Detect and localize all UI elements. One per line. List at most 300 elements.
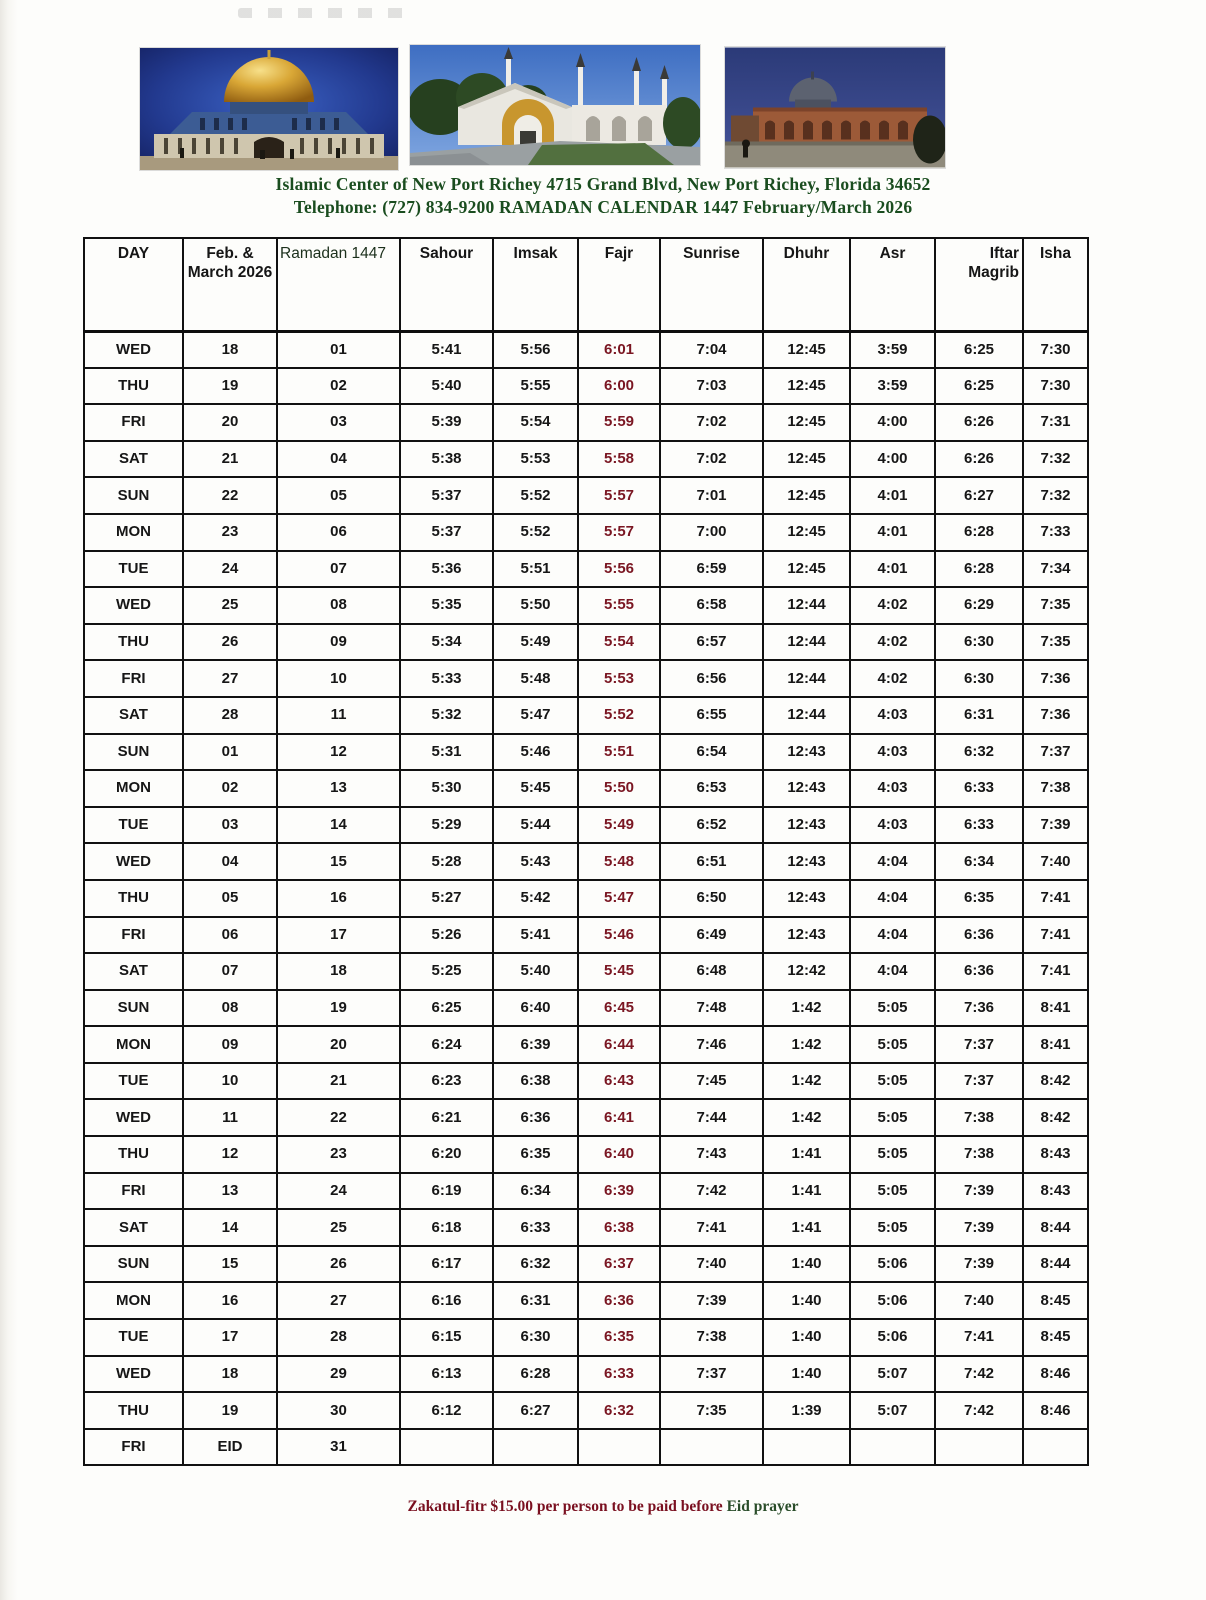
sunrise-cell: 6:49: [660, 917, 763, 954]
iftar-magrib-cell: 7:42: [935, 1356, 1023, 1393]
iftar-magrib-cell: 6:36: [935, 917, 1023, 954]
asr-cell: [850, 1429, 935, 1466]
sahour-cell: 5:31: [400, 734, 493, 771]
col-header-sunrise: Sunrise: [660, 238, 763, 331]
sahour-cell: 5:30: [400, 770, 493, 807]
asr-cell: 4:03: [850, 807, 935, 844]
date-cell: 19: [183, 368, 277, 405]
ramadan-day-cell: 31: [277, 1429, 400, 1466]
iftar-magrib-cell: 7:37: [935, 1026, 1023, 1063]
iftar-magrib-cell: 6:29: [935, 587, 1023, 624]
date-cell: 02: [183, 770, 277, 807]
sunrise-cell: 7:02: [660, 441, 763, 478]
isha-cell: 7:32: [1023, 477, 1088, 514]
col-header-ramadan: Ramadan 1447: [277, 238, 400, 331]
sahour-cell: 5:26: [400, 917, 493, 954]
table-header-row: [84, 238, 1088, 331]
fajr-cell: 6:33: [578, 1356, 660, 1393]
isha-cell: 7:41: [1023, 953, 1088, 990]
sahour-cell: 6:19: [400, 1173, 493, 1210]
asr-cell: 4:03: [850, 697, 935, 734]
dhuhr-cell: 1:42: [763, 1099, 850, 1136]
iftar-magrib-cell: 6:25: [935, 331, 1023, 368]
iftar-magrib-cell: 6:27: [935, 477, 1023, 514]
table-row: [84, 368, 1088, 405]
sahour-cell: 5:35: [400, 587, 493, 624]
ramadan-day-cell: 22: [277, 1099, 400, 1136]
iftar-magrib-cell: 6:36: [935, 953, 1023, 990]
sahour-cell: 5:34: [400, 624, 493, 661]
isha-cell: 7:35: [1023, 624, 1088, 661]
dhuhr-cell: 12:45: [763, 551, 850, 588]
date-cell: 13: [183, 1173, 277, 1210]
isha-cell: 8:46: [1023, 1392, 1088, 1429]
date-cell: 01: [183, 734, 277, 771]
asr-cell: 5:05: [850, 1063, 935, 1100]
fajr-cell: 6:01: [578, 331, 660, 368]
sahour-cell: 5:39: [400, 404, 493, 441]
imsak-cell: 5:40: [493, 953, 578, 990]
iftar-magrib-cell: 7:41: [935, 1319, 1023, 1356]
date-cell: 18: [183, 331, 277, 368]
isha-cell: 7:40: [1023, 843, 1088, 880]
ramadan-day-cell: 14: [277, 807, 400, 844]
isha-cell: 7:41: [1023, 880, 1088, 917]
fajr-cell: 5:56: [578, 551, 660, 588]
scan-noise: [238, 8, 408, 18]
isha-cell: 8:42: [1023, 1063, 1088, 1100]
day-cell: FRI: [84, 1173, 183, 1210]
dhuhr-cell: 12:42: [763, 953, 850, 990]
date-cell: 09: [183, 1026, 277, 1063]
sahour-cell: 6:23: [400, 1063, 493, 1100]
asr-cell: 4:04: [850, 880, 935, 917]
sunrise-cell: 7:46: [660, 1026, 763, 1063]
table-row: [84, 660, 1088, 697]
date-cell: 18: [183, 1356, 277, 1393]
sunrise-cell: 6:53: [660, 770, 763, 807]
isha-cell: 8:41: [1023, 990, 1088, 1027]
sunrise-cell: 6:59: [660, 551, 763, 588]
col-header-iftar-magrib: Iftar Magrib: [935, 238, 1023, 331]
sahour-cell: 6:20: [400, 1136, 493, 1173]
day-cell: MON: [84, 1282, 183, 1319]
sunrise-cell: 7:48: [660, 990, 763, 1027]
iftar-magrib-cell: 6:33: [935, 807, 1023, 844]
day-cell: THU: [84, 1136, 183, 1173]
sunrise-cell: 7:40: [660, 1246, 763, 1283]
fajr-cell: 5:47: [578, 880, 660, 917]
dhuhr-cell: 12:43: [763, 770, 850, 807]
imsak-cell: 6:33: [493, 1209, 578, 1246]
asr-cell: 5:05: [850, 1026, 935, 1063]
sunrise-cell: 7:35: [660, 1392, 763, 1429]
sunrise-cell: 7:04: [660, 331, 763, 368]
sunrise-cell: 7:41: [660, 1209, 763, 1246]
date-cell: 15: [183, 1246, 277, 1283]
table-row: [84, 880, 1088, 917]
day-cell: FRI: [84, 1429, 183, 1466]
day-cell: SUN: [84, 1246, 183, 1283]
day-cell: TUE: [84, 551, 183, 588]
date-cell: 03: [183, 807, 277, 844]
ramadan-day-cell: 03: [277, 404, 400, 441]
sunrise-cell: 6:55: [660, 697, 763, 734]
date-cell: 27: [183, 660, 277, 697]
iftar-magrib-cell: 7:39: [935, 1173, 1023, 1210]
asr-cell: 4:04: [850, 843, 935, 880]
imsak-cell: 6:36: [493, 1099, 578, 1136]
iftar-magrib-cell: 6:26: [935, 404, 1023, 441]
asr-cell: 4:02: [850, 587, 935, 624]
imsak-cell: [493, 1429, 578, 1466]
sahour-cell: 6:13: [400, 1356, 493, 1393]
table-row: [84, 1136, 1088, 1173]
fajr-cell: 6:39: [578, 1173, 660, 1210]
table-row: [84, 770, 1088, 807]
table-row: [84, 1173, 1088, 1210]
day-cell: WED: [84, 1356, 183, 1393]
ramadan-day-cell: 02: [277, 368, 400, 405]
imsak-cell: 5:55: [493, 368, 578, 405]
isha-cell: 7:30: [1023, 368, 1088, 405]
ramadan-day-cell: 05: [277, 477, 400, 514]
table-row: [84, 1026, 1088, 1063]
iftar-magrib-cell: 6:28: [935, 551, 1023, 588]
dome-of-the-rock-photo: [140, 48, 398, 170]
date-cell: EID: [183, 1429, 277, 1466]
date-cell: 22: [183, 477, 277, 514]
day-cell: FRI: [84, 660, 183, 697]
dhuhr-cell: 1:42: [763, 1063, 850, 1100]
fajr-cell: 5:49: [578, 807, 660, 844]
sunrise-cell: 7:01: [660, 477, 763, 514]
dhuhr-cell: [763, 1429, 850, 1466]
table-row: [84, 1246, 1088, 1283]
fajr-cell: 5:57: [578, 477, 660, 514]
fajr-cell: [578, 1429, 660, 1466]
ramadan-day-cell: 08: [277, 587, 400, 624]
dhuhr-cell: 1:40: [763, 1246, 850, 1283]
dhuhr-cell: 12:45: [763, 441, 850, 478]
imsak-cell: 6:35: [493, 1136, 578, 1173]
imsak-cell: 5:52: [493, 477, 578, 514]
sunrise-cell: 7:03: [660, 368, 763, 405]
sunrise-cell: 6:58: [660, 587, 763, 624]
asr-cell: 5:05: [850, 990, 935, 1027]
day-cell: SUN: [84, 477, 183, 514]
sahour-cell: 6:21: [400, 1099, 493, 1136]
dhuhr-cell: 12:43: [763, 807, 850, 844]
col-header-day: DAY: [84, 238, 183, 331]
iftar-magrib-cell: 7:38: [935, 1099, 1023, 1136]
asr-cell: 4:03: [850, 734, 935, 771]
islamic-center-mosque-illustration: [410, 45, 700, 165]
dhuhr-cell: 12:45: [763, 477, 850, 514]
fajr-cell: 6:40: [578, 1136, 660, 1173]
fajr-cell: 6:00: [578, 368, 660, 405]
isha-cell: 7:34: [1023, 551, 1088, 588]
isha-cell: 8:42: [1023, 1099, 1088, 1136]
date-cell: 06: [183, 917, 277, 954]
fajr-cell: 5:54: [578, 624, 660, 661]
table-row: [84, 441, 1088, 478]
dhuhr-cell: 12:44: [763, 697, 850, 734]
isha-cell: 7:41: [1023, 917, 1088, 954]
fajr-cell: 6:36: [578, 1282, 660, 1319]
col-header-fajr: Fajr: [578, 238, 660, 331]
iftar-magrib-cell: 6:35: [935, 880, 1023, 917]
ramadan-day-cell: 27: [277, 1282, 400, 1319]
ramadan-day-cell: 26: [277, 1246, 400, 1283]
imsak-cell: 6:28: [493, 1356, 578, 1393]
sunrise-cell: 7:37: [660, 1356, 763, 1393]
day-cell: SAT: [84, 697, 183, 734]
dhuhr-cell: 12:43: [763, 880, 850, 917]
ramadan-day-cell: 29: [277, 1356, 400, 1393]
day-cell: THU: [84, 368, 183, 405]
ramadan-day-cell: 28: [277, 1319, 400, 1356]
asr-cell: 5:06: [850, 1282, 935, 1319]
ramadan-day-cell: 21: [277, 1063, 400, 1100]
prayer-times-table: [83, 237, 1089, 1466]
date-cell: 21: [183, 441, 277, 478]
isha-cell: 8:43: [1023, 1136, 1088, 1173]
date-cell: 28: [183, 697, 277, 734]
fajr-cell: 5:55: [578, 587, 660, 624]
sunrise-cell: 6:52: [660, 807, 763, 844]
sahour-cell: 5:37: [400, 514, 493, 551]
asr-cell: 5:07: [850, 1356, 935, 1393]
sahour-cell: 5:40: [400, 368, 493, 405]
asr-cell: 4:00: [850, 404, 935, 441]
asr-cell: 4:04: [850, 953, 935, 990]
asr-cell: 5:05: [850, 1136, 935, 1173]
imsak-cell: 6:39: [493, 1026, 578, 1063]
sahour-cell: 5:38: [400, 441, 493, 478]
table-row: [84, 697, 1088, 734]
day-cell: SUN: [84, 990, 183, 1027]
day-cell: WED: [84, 843, 183, 880]
day-cell: MON: [84, 770, 183, 807]
ramadan-day-cell: 06: [277, 514, 400, 551]
sahour-cell: 6:25: [400, 990, 493, 1027]
date-cell: 17: [183, 1319, 277, 1356]
ramadan-day-cell: 18: [277, 953, 400, 990]
date-cell: 19: [183, 1392, 277, 1429]
imsak-cell: 5:43: [493, 843, 578, 880]
al-aqsa-mosque-photo: [725, 47, 945, 168]
iftar-magrib-cell: 7:39: [935, 1209, 1023, 1246]
dhuhr-cell: 12:45: [763, 404, 850, 441]
table-row: [84, 953, 1088, 990]
sunrise-cell: 7:45: [660, 1063, 763, 1100]
asr-cell: 5:05: [850, 1173, 935, 1210]
dhuhr-cell: 12:43: [763, 843, 850, 880]
imsak-cell: 5:53: [493, 441, 578, 478]
isha-cell: 8:45: [1023, 1319, 1088, 1356]
day-cell: MON: [84, 1026, 183, 1063]
imsak-cell: 6:32: [493, 1246, 578, 1283]
table-row: [84, 1209, 1088, 1246]
col-header-date: Feb. & March 2026: [183, 238, 277, 331]
imsak-cell: 6:34: [493, 1173, 578, 1210]
day-cell: SAT: [84, 441, 183, 478]
isha-cell: [1023, 1429, 1088, 1466]
imsak-cell: 5:56: [493, 331, 578, 368]
iftar-magrib-cell: 6:30: [935, 624, 1023, 661]
ramadan-day-cell: 09: [277, 624, 400, 661]
table-row: [84, 477, 1088, 514]
day-cell: TUE: [84, 1319, 183, 1356]
imsak-cell: 5:41: [493, 917, 578, 954]
day-cell: TUE: [84, 1063, 183, 1100]
dhuhr-cell: 1:40: [763, 1356, 850, 1393]
ramadan-day-cell: 30: [277, 1392, 400, 1429]
dhuhr-cell: 1:41: [763, 1173, 850, 1210]
table-row: [84, 1429, 1088, 1466]
asr-cell: 5:05: [850, 1099, 935, 1136]
zakat-note-eid: Eid prayer: [726, 1498, 799, 1515]
date-cell: 26: [183, 624, 277, 661]
fajr-cell: 5:53: [578, 660, 660, 697]
col-header-imsak: Imsak: [493, 238, 578, 331]
dhuhr-cell: 1:42: [763, 1026, 850, 1063]
islamic-center-mosque-photo: [410, 45, 700, 165]
asr-cell: 5:06: [850, 1319, 935, 1356]
isha-cell: 7:39: [1023, 807, 1088, 844]
day-cell: SAT: [84, 953, 183, 990]
ramadan-day-cell: 23: [277, 1136, 400, 1173]
fajr-cell: 5:45: [578, 953, 660, 990]
imsak-cell: 6:40: [493, 990, 578, 1027]
table-row: [84, 1099, 1088, 1136]
iftar-magrib-cell: 6:25: [935, 368, 1023, 405]
asr-cell: 4:03: [850, 770, 935, 807]
asr-cell: 4:00: [850, 441, 935, 478]
sunrise-cell: 6:48: [660, 953, 763, 990]
date-cell: 14: [183, 1209, 277, 1246]
fajr-cell: 6:44: [578, 1026, 660, 1063]
isha-cell: 7:32: [1023, 441, 1088, 478]
ramadan-day-cell: 25: [277, 1209, 400, 1246]
iftar-magrib-cell: 6:26: [935, 441, 1023, 478]
fajr-cell: 6:41: [578, 1099, 660, 1136]
table-row: [84, 1392, 1088, 1429]
dhuhr-cell: 12:45: [763, 331, 850, 368]
iftar-magrib-cell: 7:42: [935, 1392, 1023, 1429]
asr-cell: 4:01: [850, 477, 935, 514]
isha-cell: 8:43: [1023, 1173, 1088, 1210]
date-cell: 05: [183, 880, 277, 917]
ramadan-day-cell: 24: [277, 1173, 400, 1210]
table-row: [84, 587, 1088, 624]
imsak-cell: 6:27: [493, 1392, 578, 1429]
imsak-cell: 5:52: [493, 514, 578, 551]
iftar-magrib-cell: [935, 1429, 1023, 1466]
date-cell: 10: [183, 1063, 277, 1100]
sahour-cell: 5:25: [400, 953, 493, 990]
imsak-cell: 5:54: [493, 404, 578, 441]
sunrise-cell: 7:02: [660, 404, 763, 441]
fajr-cell: 6:32: [578, 1392, 660, 1429]
sunrise-cell: 6:51: [660, 843, 763, 880]
sunrise-cell: [660, 1429, 763, 1466]
iftar-magrib-cell: 7:37: [935, 1063, 1023, 1100]
table-row: [84, 1282, 1088, 1319]
fajr-cell: 5:59: [578, 404, 660, 441]
sahour-cell: 5:32: [400, 697, 493, 734]
ramadan-day-cell: 04: [277, 441, 400, 478]
dhuhr-cell: 1:39: [763, 1392, 850, 1429]
table-row: [84, 807, 1088, 844]
fajr-cell: 6:38: [578, 1209, 660, 1246]
iftar-magrib-cell: 6:34: [935, 843, 1023, 880]
fajr-cell: 5:52: [578, 697, 660, 734]
sahour-cell: [400, 1429, 493, 1466]
table-row: [84, 624, 1088, 661]
sahour-cell: 5:37: [400, 477, 493, 514]
ramadan-day-cell: 11: [277, 697, 400, 734]
sunrise-cell: 7:43: [660, 1136, 763, 1173]
date-cell: 20: [183, 404, 277, 441]
ramadan-day-cell: 20: [277, 1026, 400, 1063]
imsak-cell: 5:47: [493, 697, 578, 734]
iftar-magrib-cell: 6:30: [935, 660, 1023, 697]
imsak-cell: 5:42: [493, 880, 578, 917]
fajr-cell: 5:51: [578, 734, 660, 771]
org-address-line: Islamic Center of New Port Richey 4715 Grand Blvd, New Port Richey, Florida 34652: [275, 174, 931, 194]
ramadan-day-cell: 13: [277, 770, 400, 807]
date-cell: 25: [183, 587, 277, 624]
dhuhr-cell: 12:44: [763, 660, 850, 697]
isha-cell: 8:46: [1023, 1356, 1088, 1393]
imsak-cell: 5:51: [493, 551, 578, 588]
fajr-cell: 5:57: [578, 514, 660, 551]
table-row: [84, 990, 1088, 1027]
sunrise-cell: 7:44: [660, 1099, 763, 1136]
date-cell: 11: [183, 1099, 277, 1136]
isha-cell: 7:35: [1023, 587, 1088, 624]
dhuhr-cell: 12:45: [763, 368, 850, 405]
dhuhr-cell: 1:42: [763, 990, 850, 1027]
table-row: [84, 551, 1088, 588]
ramadan-day-cell: 17: [277, 917, 400, 954]
isha-cell: 7:36: [1023, 697, 1088, 734]
iftar-magrib-cell: 6:31: [935, 697, 1023, 734]
asr-cell: 3:59: [850, 331, 935, 368]
fajr-cell: 5:58: [578, 441, 660, 478]
dhuhr-cell: 12:45: [763, 514, 850, 551]
isha-cell: 8:41: [1023, 1026, 1088, 1063]
isha-cell: 8:45: [1023, 1282, 1088, 1319]
dhuhr-cell: 12:43: [763, 917, 850, 954]
dhuhr-cell: 12:44: [763, 587, 850, 624]
imsak-cell: 5:49: [493, 624, 578, 661]
sunrise-cell: 6:54: [660, 734, 763, 771]
fajr-cell: 5:48: [578, 843, 660, 880]
zakat-note: [0, 1498, 1206, 1516]
col-header-dhuhr: Dhuhr: [763, 238, 850, 331]
sunrise-cell: 6:50: [660, 880, 763, 917]
dhuhr-cell: 1:41: [763, 1209, 850, 1246]
asr-cell: 5:07: [850, 1392, 935, 1429]
asr-cell: 5:05: [850, 1209, 935, 1246]
fajr-cell: 6:45: [578, 990, 660, 1027]
imsak-cell: 5:48: [493, 660, 578, 697]
sahour-cell: 6:12: [400, 1392, 493, 1429]
imsak-cell: 6:31: [493, 1282, 578, 1319]
